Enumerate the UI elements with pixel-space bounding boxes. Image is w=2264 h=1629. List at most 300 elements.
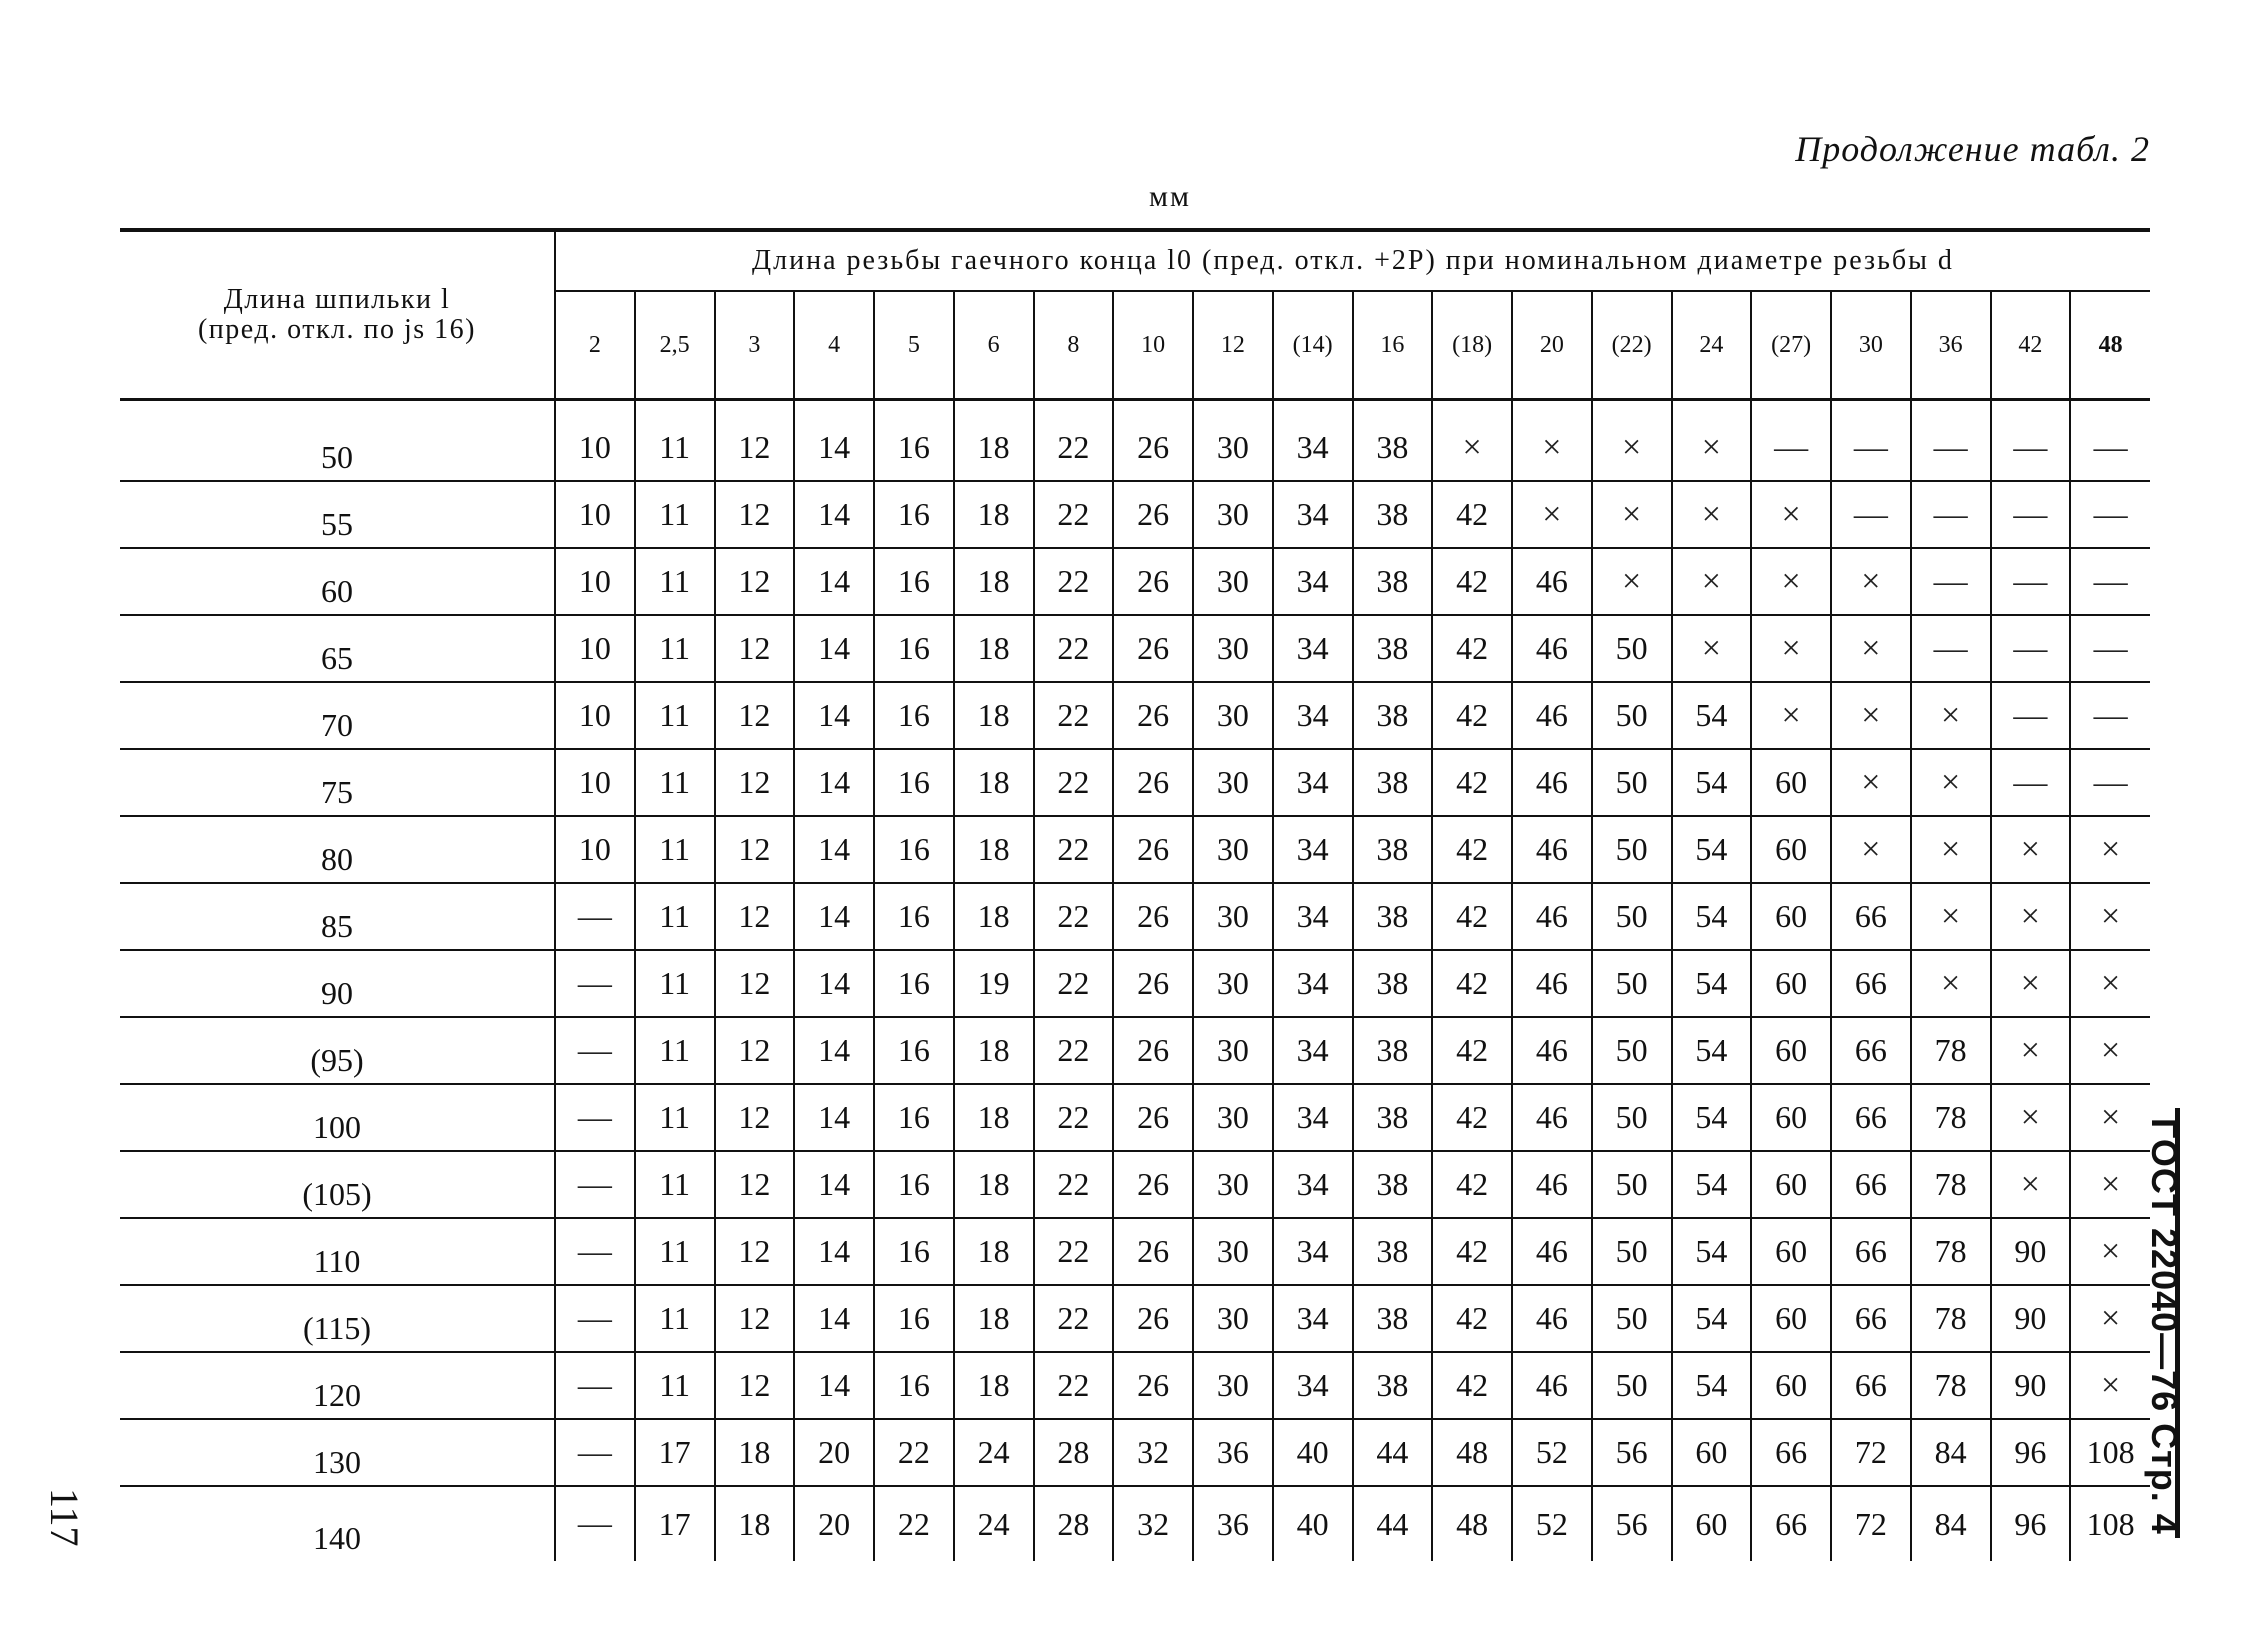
- stud-length-cell: 50: [120, 415, 555, 481]
- thread-length-cell: 14: [794, 1352, 874, 1419]
- thread-length-cell: 18: [954, 548, 1034, 615]
- thread-length-cell: 12: [715, 1285, 795, 1352]
- thread-length-cell: 46: [1512, 950, 1592, 1017]
- thread-length-cell: 54: [1672, 1285, 1752, 1352]
- diameter-header-cell: 42: [1991, 291, 2071, 400]
- not-applicable-cell: ×: [1672, 615, 1752, 682]
- thread-length-cell: 11: [635, 615, 715, 682]
- diameter-header-cell: (27): [1751, 291, 1831, 400]
- thread-length-cell: 12: [715, 415, 795, 481]
- stud-length-cell: 130: [120, 1419, 555, 1486]
- thread-length-cell: 12: [715, 481, 795, 548]
- thread-length-cell: 38: [1353, 1151, 1433, 1218]
- thread-length-cell: 54: [1672, 1017, 1752, 1084]
- thread-length-cell: 30: [1193, 1151, 1273, 1218]
- thread-length-cell: 19: [954, 950, 1034, 1017]
- diameter-header-cell: 48: [2070, 291, 2150, 400]
- stud-length-cell: 70: [120, 682, 555, 749]
- thread-length-cell: 22: [1034, 615, 1114, 682]
- thread-length-cell: 34: [1273, 1084, 1353, 1151]
- thread-length-cell: 50: [1592, 1084, 1672, 1151]
- thread-length-cell: 54: [1672, 883, 1752, 950]
- diameter-header-cell: 20: [1512, 291, 1592, 400]
- not-applicable-cell: ×: [1911, 883, 1991, 950]
- not-applicable-cell: ×: [1751, 615, 1831, 682]
- thread-length-cell: 22: [1034, 415, 1114, 481]
- absent-value-cell: —: [555, 1218, 635, 1285]
- thread-length-cell: 12: [715, 1218, 795, 1285]
- thread-length-cell: 38: [1353, 415, 1433, 481]
- thread-length-cell: 12: [715, 1084, 795, 1151]
- thread-length-cell: 26: [1113, 883, 1193, 950]
- thread-length-cell: 38: [1353, 548, 1433, 615]
- spacer-cell: [555, 400, 635, 416]
- thread-length-cell: 60: [1751, 1285, 1831, 1352]
- thread-length-cell: 46: [1512, 1285, 1592, 1352]
- thread-length-cell: 66: [1831, 883, 1911, 950]
- thread-length-cell: 11: [635, 682, 715, 749]
- not-applicable-cell: ×: [2070, 816, 2150, 883]
- thread-length-cell: 16: [874, 615, 954, 682]
- thread-length-cell: 24: [954, 1486, 1034, 1561]
- spacer-cell: [1353, 400, 1433, 416]
- thread-length-cell: 11: [635, 1352, 715, 1419]
- header-spacer-row: [120, 400, 2150, 416]
- not-applicable-cell: ×: [1592, 415, 1672, 481]
- thread-length-cell: 26: [1113, 615, 1193, 682]
- absent-value-cell: —: [1991, 415, 2071, 481]
- thread-length-cell: 14: [794, 481, 874, 548]
- thread-length-cell: 78: [1911, 1084, 1991, 1151]
- thread-length-cell: 56: [1592, 1486, 1672, 1561]
- thread-length-cell: 10: [555, 682, 635, 749]
- thread-length-cell: 44: [1353, 1419, 1433, 1486]
- thread-length-cell: 26: [1113, 1218, 1193, 1285]
- thread-length-cell: 32: [1113, 1486, 1193, 1561]
- spacer-cell: [1592, 400, 1672, 416]
- diameter-header-cell: 2: [555, 291, 635, 400]
- thread-length-cell: 66: [1831, 1084, 1911, 1151]
- absent-value-cell: —: [555, 1352, 635, 1419]
- thread-length-cell: 14: [794, 1218, 874, 1285]
- thread-length-cell: 72: [1831, 1419, 1911, 1486]
- thread-length-cell: 10: [555, 548, 635, 615]
- thread-length-cell: 30: [1193, 1285, 1273, 1352]
- thread-length-cell: 34: [1273, 1218, 1353, 1285]
- thread-length-cell: 60: [1751, 1017, 1831, 1084]
- thread-length-cell: 16: [874, 1151, 954, 1218]
- thread-length-cell: 22: [1034, 1218, 1114, 1285]
- thread-length-cell: 11: [635, 816, 715, 883]
- not-applicable-cell: ×: [1592, 481, 1672, 548]
- thread-length-cell: 26: [1113, 950, 1193, 1017]
- thread-length-cell: 42: [1432, 816, 1512, 883]
- thread-length-cell: 38: [1353, 1218, 1433, 1285]
- thread-length-cell: 34: [1273, 1352, 1353, 1419]
- thread-length-cell: 16: [874, 548, 954, 615]
- thread-length-cell: 20: [794, 1486, 874, 1561]
- thread-length-cell: 16: [874, 1017, 954, 1084]
- thread-length-cell: 38: [1353, 682, 1433, 749]
- thread-length-cell: 40: [1273, 1486, 1353, 1561]
- stud-length-cell: 140: [120, 1486, 555, 1561]
- spacer-cell: [2070, 400, 2150, 416]
- thread-length-cell: 14: [794, 548, 874, 615]
- not-applicable-cell: ×: [1751, 548, 1831, 615]
- spacer-cell: [120, 400, 555, 416]
- spacer-cell: [1432, 400, 1512, 416]
- thread-length-cell: 26: [1113, 1151, 1193, 1218]
- thread-length-cell: 30: [1193, 1218, 1273, 1285]
- thread-length-cell: 10: [555, 481, 635, 548]
- thread-length-cell: 11: [635, 1218, 715, 1285]
- thread-length-cell: 11: [635, 883, 715, 950]
- thread-length-cell: 34: [1273, 415, 1353, 481]
- not-applicable-cell: ×: [2070, 883, 2150, 950]
- thread-length-cell: 32: [1113, 1419, 1193, 1486]
- thread-length-cell: 34: [1273, 1151, 1353, 1218]
- thread-length-cell: 38: [1353, 615, 1433, 682]
- spacer-cell: [1034, 400, 1114, 416]
- table-row: [120, 1352, 2150, 1419]
- thread-length-cell: 26: [1113, 1084, 1193, 1151]
- diameter-header-cell: (22): [1592, 291, 1672, 400]
- thread-length-cell: 14: [794, 883, 874, 950]
- thread-length-cell: 14: [794, 749, 874, 816]
- thread-length-cell: 11: [635, 481, 715, 548]
- diameter-header-cell: 8: [1034, 291, 1114, 400]
- thread-length-cell: 42: [1432, 883, 1512, 950]
- thread-length-cell: 26: [1113, 548, 1193, 615]
- thread-length-cell: 66: [1831, 1285, 1911, 1352]
- thread-length-cell: 30: [1193, 749, 1273, 816]
- table-row: [120, 1285, 2150, 1352]
- spacer-cell: [794, 400, 874, 416]
- thread-length-cell: 14: [794, 816, 874, 883]
- not-applicable-cell: ×: [2070, 1151, 2150, 1218]
- thread-length-cell: 28: [1034, 1419, 1114, 1486]
- thread-length-table: [120, 228, 2150, 1561]
- spacer-cell: [715, 400, 795, 416]
- thread-length-cell: 30: [1193, 548, 1273, 615]
- thread-length-cell: 14: [794, 1084, 874, 1151]
- thread-length-cell: 78: [1911, 1218, 1991, 1285]
- thread-length-cell: 66: [1831, 1151, 1911, 1218]
- thread-length-cell: 50: [1592, 1352, 1672, 1419]
- thread-length-cell: 42: [1432, 1285, 1512, 1352]
- thread-length-cell: 28: [1034, 1486, 1114, 1561]
- thread-length-cell: 66: [1831, 1218, 1911, 1285]
- thread-length-cell: 52: [1512, 1419, 1592, 1486]
- thread-length-cell: 11: [635, 1151, 715, 1218]
- thread-length-cell: 46: [1512, 1151, 1592, 1218]
- thread-length-cell: 30: [1193, 883, 1273, 950]
- spacer-cell: [1672, 400, 1752, 416]
- thread-length-cell: 18: [954, 749, 1034, 816]
- thread-length-cell: 66: [1751, 1419, 1831, 1486]
- thread-length-cell: 96: [1991, 1419, 2071, 1486]
- not-applicable-cell: ×: [2070, 1352, 2150, 1419]
- absent-value-cell: —: [555, 1285, 635, 1352]
- spacer-cell: [1751, 400, 1831, 416]
- spacer-cell: [1512, 400, 1592, 416]
- thread-length-cell: 48: [1432, 1419, 1512, 1486]
- thread-length-cell: 40: [1273, 1419, 1353, 1486]
- stud-length-cell: 100: [120, 1084, 555, 1151]
- thread-length-cell: 34: [1273, 1285, 1353, 1352]
- thread-length-cell: 22: [1034, 816, 1114, 883]
- thread-length-cell: 60: [1751, 1218, 1831, 1285]
- not-applicable-cell: ×: [1592, 548, 1672, 615]
- thread-length-cell: 22: [1034, 548, 1114, 615]
- stud-length-cell: 65: [120, 615, 555, 682]
- not-applicable-cell: ×: [1672, 481, 1752, 548]
- thread-length-cell: 60: [1672, 1486, 1752, 1561]
- stud-length-cell: (105): [120, 1151, 555, 1218]
- absent-value-cell: —: [2070, 548, 2150, 615]
- table-row: [120, 481, 2150, 548]
- stud-length-cell: 85: [120, 883, 555, 950]
- not-applicable-cell: ×: [1991, 950, 2071, 1017]
- thread-length-cell: 108: [2070, 1486, 2150, 1561]
- thread-length-cell: 26: [1113, 749, 1193, 816]
- thread-length-cell: 18: [954, 615, 1034, 682]
- thread-length-cell: 14: [794, 415, 874, 481]
- table-row: [120, 1419, 2150, 1486]
- thread-length-cell: 34: [1273, 816, 1353, 883]
- thread-length-cell: 22: [1034, 1285, 1114, 1352]
- diameter-header-cell: 12: [1193, 291, 1273, 400]
- thread-length-cell: 11: [635, 548, 715, 615]
- thread-length-cell: 12: [715, 1017, 795, 1084]
- thread-length-cell: 52: [1512, 1486, 1592, 1561]
- absent-value-cell: —: [577, 1505, 612, 1542]
- table-row: [120, 816, 2150, 883]
- thread-length-cell: 11: [635, 950, 715, 1017]
- thread-length-cell: 42: [1432, 1151, 1512, 1218]
- not-applicable-cell: ×: [1911, 950, 1991, 1017]
- stud-length-cell: 80: [120, 816, 555, 883]
- thread-length-cell: 11: [635, 1084, 715, 1151]
- thread-length-cell: 12: [715, 1352, 795, 1419]
- not-applicable-cell: ×: [2070, 1017, 2150, 1084]
- thread-length-cell: 17: [635, 1419, 715, 1486]
- thread-length-cell: 42: [1432, 1084, 1512, 1151]
- not-applicable-cell: ×: [1831, 615, 1911, 682]
- table-row: [120, 1151, 2150, 1218]
- not-applicable-cell: ×: [1751, 682, 1831, 749]
- absent-value-cell: —: [2070, 615, 2150, 682]
- absent-value-cell: —: [555, 1419, 635, 1486]
- not-applicable-cell: ×: [1911, 682, 1991, 749]
- thread-length-cell: 34: [1273, 1017, 1353, 1084]
- absent-value-cell: —: [2070, 682, 2150, 749]
- table-row: [120, 749, 2150, 816]
- thread-length-cell: 22: [1034, 749, 1114, 816]
- absent-value-cell: —: [1991, 682, 2071, 749]
- thread-length-cell: 48: [1432, 1486, 1512, 1561]
- absent-value-cell: —: [1991, 481, 2071, 548]
- stud-length-cell: 60: [120, 548, 555, 615]
- absent-value-cell: —: [555, 883, 635, 950]
- absent-value-cell: —: [555, 950, 635, 1017]
- stud-length-cell: 90: [120, 950, 555, 1017]
- thread-length-cell: 34: [1273, 682, 1353, 749]
- thread-length-cell: 30: [1193, 415, 1273, 481]
- thread-length-cell: 50: [1592, 1151, 1672, 1218]
- thread-length-cell: 22: [1034, 950, 1114, 1017]
- thread-length-cell: 60: [1751, 1352, 1831, 1419]
- diameter-header-cell: 24: [1672, 291, 1752, 400]
- not-applicable-cell: ×: [1512, 481, 1592, 548]
- thread-length-cell: 38: [1353, 481, 1433, 548]
- absent-value-cell: —: [1911, 415, 1991, 481]
- thread-length-cell: 34: [1273, 950, 1353, 1017]
- thread-length-cell: 38: [1353, 883, 1433, 950]
- absent-value-cell: —: [1911, 615, 1991, 682]
- spacer-cell: [1273, 400, 1353, 416]
- table-row: [120, 682, 2150, 749]
- absent-value-cell: —: [2070, 481, 2150, 548]
- thread-length-cell: 46: [1512, 1218, 1592, 1285]
- thread-length-cell: 18: [954, 1084, 1034, 1151]
- absent-value-cell: —: [1911, 481, 1991, 548]
- thread-length-cell: 16: [874, 1084, 954, 1151]
- thread-length-cell: 36: [1193, 1419, 1273, 1486]
- thread-length-cell: 66: [1831, 950, 1911, 1017]
- thread-length-cell: 16: [874, 883, 954, 950]
- thread-length-cell: 26: [1113, 1017, 1193, 1084]
- thread-length-cell: 54: [1672, 1218, 1752, 1285]
- thread-length-cell: 50: [1592, 883, 1672, 950]
- thread-length-cell: 54: [1672, 1352, 1752, 1419]
- thread-length-cell: 34: [1273, 615, 1353, 682]
- thread-length-cell: 38: [1353, 1285, 1433, 1352]
- table-row: [120, 1084, 2150, 1151]
- absent-value-cell: —: [555, 1017, 635, 1084]
- spacer-cell: [1911, 400, 1991, 416]
- table-continuation-caption: Продолжение табл. 2: [1795, 129, 2150, 169]
- thread-length-cell: 38: [1353, 1084, 1433, 1151]
- table-row: [120, 1218, 2150, 1285]
- thread-length-cell: 22: [874, 1419, 954, 1486]
- thread-length-cell: 42: [1432, 1017, 1512, 1084]
- thread-length-cell: 60: [1751, 1151, 1831, 1218]
- thread-length-cell: 10: [555, 415, 635, 481]
- not-applicable-cell: ×: [1991, 1084, 2071, 1151]
- thread-length-cell: 18: [715, 1419, 795, 1486]
- thread-length-cell: 54: [1672, 950, 1752, 1017]
- thread-length-cell: 50: [1592, 615, 1672, 682]
- not-applicable-cell: ×: [1672, 548, 1752, 615]
- not-applicable-cell: ×: [1751, 481, 1831, 548]
- not-applicable-cell: ×: [1831, 682, 1911, 749]
- spacer-cell: [1113, 400, 1193, 416]
- thread-length-cell: 14: [794, 1285, 874, 1352]
- thread-length-cell: 30: [1193, 682, 1273, 749]
- thread-length-cell: 54: [1672, 682, 1752, 749]
- thread-length-cell: 50: [1592, 1218, 1672, 1285]
- thread-length-cell: 22: [1034, 481, 1114, 548]
- thread-length-cell: 12: [715, 749, 795, 816]
- thread-length-cell: 26: [1113, 481, 1193, 548]
- thread-length-cell: 18: [954, 1218, 1034, 1285]
- not-applicable-cell: ×: [2070, 1285, 2150, 1352]
- thread-length-cell: 42: [1432, 682, 1512, 749]
- thread-length-cell: 60: [1751, 749, 1831, 816]
- spacer-cell: [1831, 400, 1911, 416]
- not-applicable-cell: ×: [1672, 415, 1752, 481]
- thread-length-cell: 38: [1353, 749, 1433, 816]
- thread-length-cell: 54: [1672, 1151, 1752, 1218]
- thread-length-cell: 18: [954, 1352, 1034, 1419]
- thread-length-cell: 90: [1991, 1285, 2071, 1352]
- thread-length-cell: 60: [1751, 816, 1831, 883]
- stud-length-header: [120, 230, 555, 400]
- not-applicable-cell: ×: [2070, 1218, 2150, 1285]
- thread-length-cell: 18: [954, 883, 1034, 950]
- thread-length-cell: 22: [1034, 1151, 1114, 1218]
- thread-length-cell: 30: [1193, 1352, 1273, 1419]
- thread-length-cell: 78: [1911, 1285, 1991, 1352]
- thread-length-cell: 50: [1592, 816, 1672, 883]
- spacer-cell: [635, 400, 715, 416]
- thread-length-cell: 46: [1512, 749, 1592, 816]
- not-applicable-cell: ×: [2070, 950, 2150, 1017]
- thread-length-cell: 12: [715, 682, 795, 749]
- unit-label: мм: [1149, 180, 1191, 213]
- absent-value-cell: —: [1991, 749, 2071, 816]
- absent-value-cell: —: [2070, 415, 2150, 481]
- thread-length-cell: 26: [1113, 1285, 1193, 1352]
- thread-length-cell: 30: [1193, 1017, 1273, 1084]
- thread-length-cell: 12: [715, 1151, 795, 1218]
- thread-length-cell: 50: [1592, 1017, 1672, 1084]
- diameter-header-cell: 3: [715, 291, 795, 400]
- thread-length-cell: 22: [1034, 883, 1114, 950]
- thread-length-cell: 14: [794, 950, 874, 1017]
- diameter-header-cell: (18): [1432, 291, 1512, 400]
- thread-length-cell: 50: [1592, 950, 1672, 1017]
- thread-length-cell: 10: [555, 749, 635, 816]
- thread-length-cell: 42: [1432, 950, 1512, 1017]
- not-applicable-cell: ×: [1911, 816, 1991, 883]
- not-applicable-cell: ×: [1991, 1151, 2071, 1218]
- thread-length-cell: 34: [1273, 883, 1353, 950]
- thread-length-cell: 42: [1432, 615, 1512, 682]
- thread-length-cell: 17: [635, 1486, 715, 1561]
- absent-value-cell: —: [2070, 749, 2150, 816]
- thread-length-cell: 14: [794, 1017, 874, 1084]
- thread-length-cell: 38: [1353, 950, 1433, 1017]
- table-row: [120, 615, 2150, 682]
- thread-length-cell: 11: [635, 1017, 715, 1084]
- not-applicable-cell: ×: [1991, 883, 2071, 950]
- absent-value-cell: —: [1751, 415, 1831, 481]
- table-row: [120, 950, 2150, 1017]
- thread-length-cell: 36: [1193, 1486, 1273, 1561]
- table-row: [120, 1486, 2150, 1561]
- thread-length-table-container: [120, 228, 2150, 1561]
- thread-length-cell: 38: [1353, 1352, 1433, 1419]
- table-body: [120, 400, 2150, 1562]
- diameter-header-cell: 36: [1911, 291, 1991, 400]
- thread-length-cell: 46: [1512, 883, 1592, 950]
- stud-length-cell: (115): [120, 1285, 555, 1352]
- thread-length-cell: 18: [715, 1486, 795, 1561]
- thread-length-cell: 18: [954, 481, 1034, 548]
- not-applicable-cell: ×: [1831, 749, 1911, 816]
